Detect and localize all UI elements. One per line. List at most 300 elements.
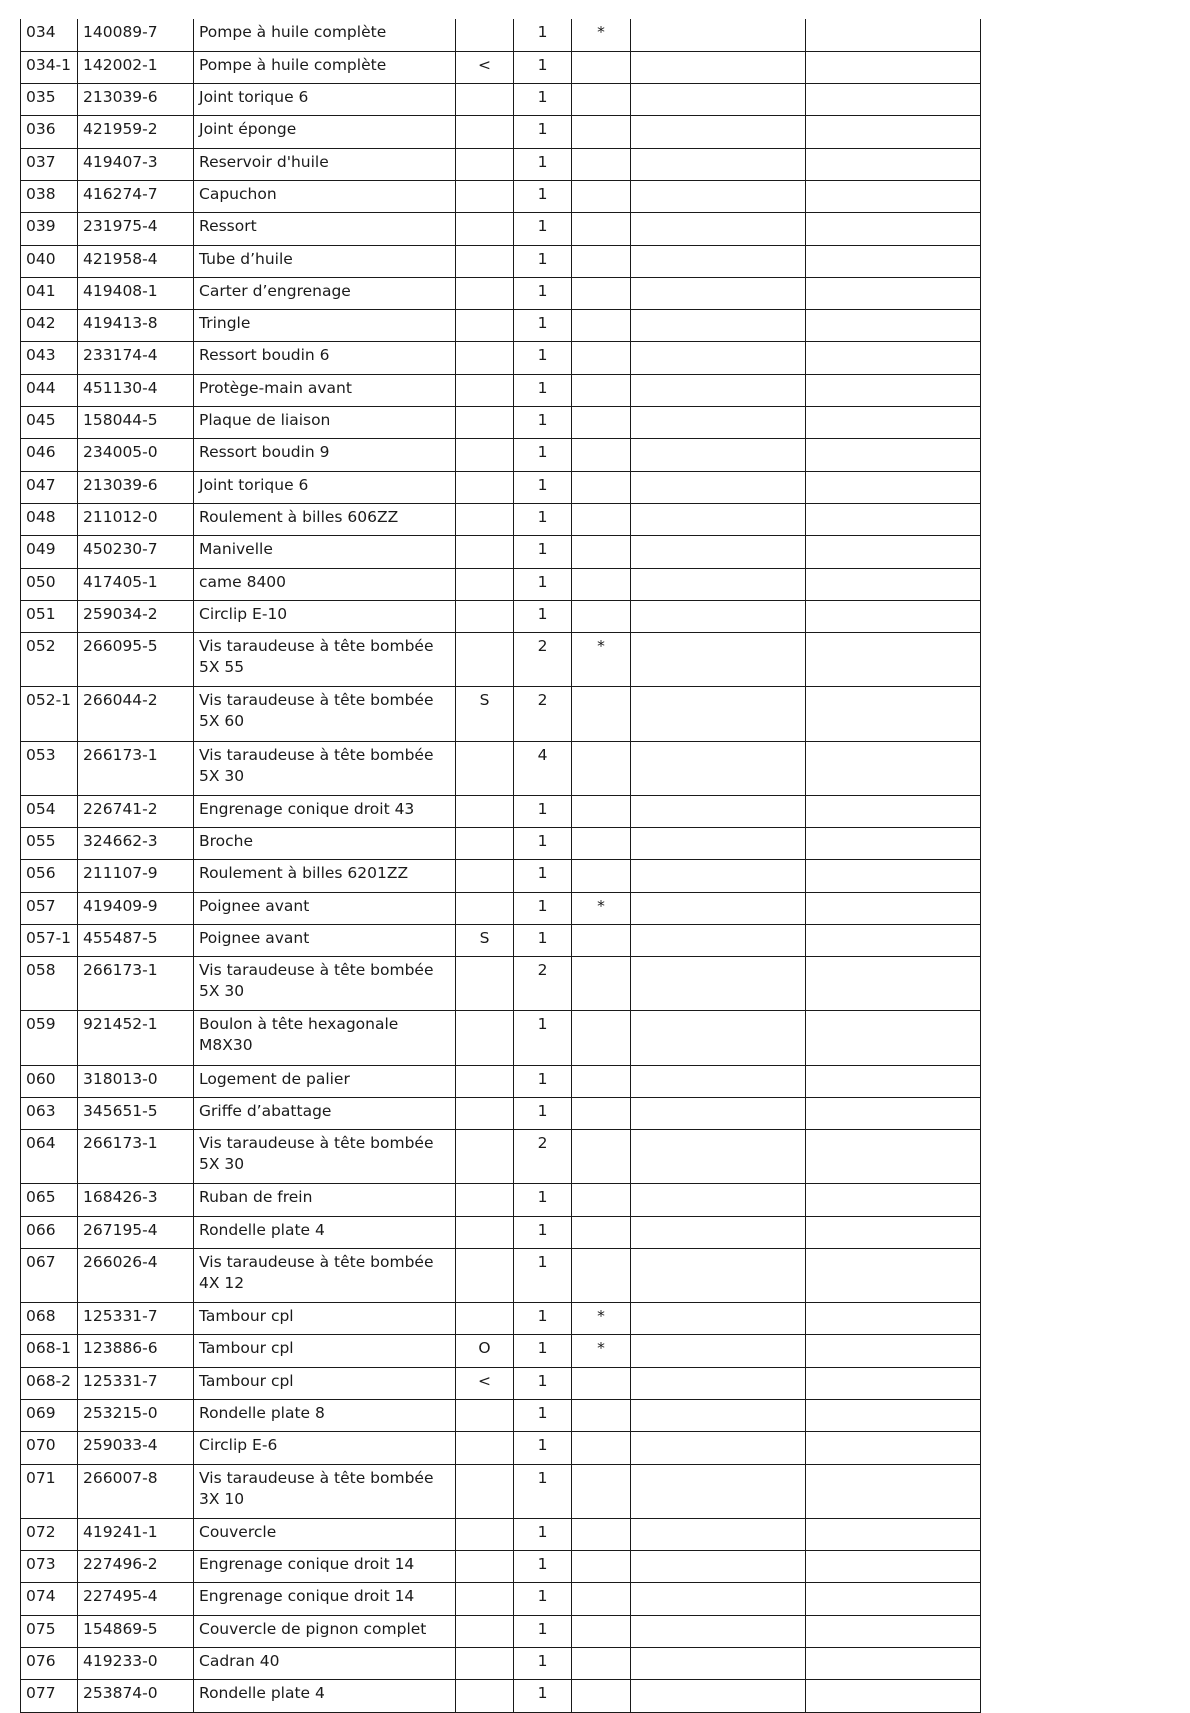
- quantity-cell: 2: [514, 957, 572, 1011]
- note-cell: *: [572, 892, 631, 924]
- quantity-cell: 1: [514, 471, 572, 503]
- part-number-cell: 253215-0: [78, 1400, 194, 1432]
- table-row: [21, 1335, 981, 1367]
- description-cell: Boulon à tête hexagonale M8X30: [194, 1011, 456, 1065]
- ref-number-cell: 056: [21, 860, 78, 892]
- table-row: [21, 1097, 981, 1129]
- description-cell: Roulement à billes 6201ZZ: [194, 860, 456, 892]
- note-cell: [572, 568, 631, 600]
- empty-cell: [631, 1097, 806, 1129]
- ref-number-cell: 050: [21, 568, 78, 600]
- part-number-cell: 450230-7: [78, 536, 194, 568]
- empty-cell: [631, 568, 806, 600]
- quantity-cell: 1: [514, 180, 572, 212]
- quantity-cell: 1: [514, 277, 572, 309]
- quantity-cell: 1: [514, 310, 572, 342]
- quantity-cell: 1: [514, 84, 572, 116]
- empty-cell: [631, 1367, 806, 1399]
- empty-cell: [631, 1615, 806, 1647]
- empty-cell: [806, 568, 981, 600]
- description-cell: Tringle: [194, 310, 456, 342]
- ref-number-cell: 038: [21, 180, 78, 212]
- description-cell: Protège-main avant: [194, 374, 456, 406]
- note-cell: [572, 1583, 631, 1615]
- note-cell: [572, 310, 631, 342]
- empty-cell: [631, 439, 806, 471]
- ref-number-cell: 046: [21, 439, 78, 471]
- symbol-cell: [456, 860, 514, 892]
- part-number-cell: 231975-4: [78, 213, 194, 245]
- description-cell: Circlip E-10: [194, 600, 456, 632]
- table-row: [21, 536, 981, 568]
- symbol-cell: [456, 1680, 514, 1712]
- empty-cell: [631, 1011, 806, 1065]
- ref-number-cell: 039: [21, 213, 78, 245]
- empty-cell: [806, 1335, 981, 1367]
- quantity-cell: 1: [514, 51, 572, 83]
- empty-cell: [631, 860, 806, 892]
- ref-number-cell: 052: [21, 633, 78, 687]
- description-cell: Vis taraudeuse à tête bombée 5X 30: [194, 741, 456, 795]
- quantity-cell: 1: [514, 860, 572, 892]
- quantity-cell: 1: [514, 342, 572, 374]
- symbol-cell: [456, 407, 514, 439]
- note-cell: [572, 1248, 631, 1302]
- description-cell: Ressort boudin 6: [194, 342, 456, 374]
- note-cell: [572, 1518, 631, 1550]
- part-number-cell: 266173-1: [78, 1130, 194, 1184]
- ref-number-cell: 060: [21, 1065, 78, 1097]
- symbol-cell: S: [456, 687, 514, 741]
- table-row: [21, 741, 981, 795]
- empty-cell: [806, 957, 981, 1011]
- empty-cell: [806, 1551, 981, 1583]
- symbol-cell: [456, 1583, 514, 1615]
- symbol-cell: [456, 19, 514, 51]
- table-row: [21, 1184, 981, 1216]
- empty-cell: [631, 1400, 806, 1432]
- description-cell: Joint éponge: [194, 116, 456, 148]
- empty-cell: [631, 310, 806, 342]
- ref-number-cell: 049: [21, 536, 78, 568]
- quantity-cell: 1: [514, 1367, 572, 1399]
- part-number-cell: 211012-0: [78, 503, 194, 535]
- table-row: [21, 19, 981, 51]
- note-cell: [572, 860, 631, 892]
- symbol-cell: [456, 148, 514, 180]
- description-cell: Tube d’huile: [194, 245, 456, 277]
- empty-cell: [631, 741, 806, 795]
- empty-cell: [806, 1097, 981, 1129]
- empty-cell: [631, 471, 806, 503]
- parts-table: [20, 19, 981, 1713]
- quantity-cell: 1: [514, 1647, 572, 1679]
- symbol-cell: [456, 116, 514, 148]
- table-row: [21, 1130, 981, 1184]
- ref-number-cell: 054: [21, 795, 78, 827]
- ref-number-cell: 063: [21, 1097, 78, 1129]
- note-cell: [572, 1464, 631, 1518]
- empty-cell: [631, 148, 806, 180]
- table-row: [21, 1551, 981, 1583]
- description-cell: Vis taraudeuse à tête bombée 3X 10: [194, 1464, 456, 1518]
- empty-cell: [631, 277, 806, 309]
- ref-number-cell: 055: [21, 828, 78, 860]
- empty-cell: [631, 924, 806, 956]
- ref-number-cell: 071: [21, 1464, 78, 1518]
- ref-number-cell: 042: [21, 310, 78, 342]
- symbol-cell: [456, 1248, 514, 1302]
- empty-cell: [806, 1583, 981, 1615]
- quantity-cell: 1: [514, 19, 572, 51]
- symbol-cell: O: [456, 1335, 514, 1367]
- ref-number-cell: 037: [21, 148, 78, 180]
- quantity-cell: 1: [514, 568, 572, 600]
- quantity-cell: 1: [514, 116, 572, 148]
- ref-number-cell: 040: [21, 245, 78, 277]
- quantity-cell: 1: [514, 374, 572, 406]
- symbol-cell: [456, 1647, 514, 1679]
- note-cell: [572, 1065, 631, 1097]
- table-row: [21, 957, 981, 1011]
- description-cell: Pompe à huile complète: [194, 51, 456, 83]
- empty-cell: [806, 1248, 981, 1302]
- empty-cell: [806, 1615, 981, 1647]
- note-cell: *: [572, 19, 631, 51]
- ref-number-cell: 052-1: [21, 687, 78, 741]
- ref-number-cell: 059: [21, 1011, 78, 1065]
- note-cell: [572, 116, 631, 148]
- description-cell: Vis taraudeuse à tête bombée 4X 12: [194, 1248, 456, 1302]
- part-number-cell: 154869-5: [78, 1615, 194, 1647]
- note-cell: [572, 828, 631, 860]
- empty-cell: [806, 116, 981, 148]
- note-cell: [572, 1551, 631, 1583]
- table-row: [21, 1647, 981, 1679]
- empty-cell: [631, 1248, 806, 1302]
- description-cell: Rondelle plate 4: [194, 1216, 456, 1248]
- table-row: [21, 471, 981, 503]
- description-cell: Joint torique 6: [194, 84, 456, 116]
- table-row: [21, 1065, 981, 1097]
- quantity-cell: 1: [514, 1583, 572, 1615]
- parts-table-body: [21, 19, 981, 1712]
- quantity-cell: 4: [514, 741, 572, 795]
- ref-number-cell: 068-2: [21, 1367, 78, 1399]
- empty-cell: [631, 19, 806, 51]
- part-number-cell: 921452-1: [78, 1011, 194, 1065]
- part-number-cell: 259034-2: [78, 600, 194, 632]
- table-row: [21, 924, 981, 956]
- symbol-cell: [456, 1065, 514, 1097]
- note-cell: [572, 1184, 631, 1216]
- empty-cell: [806, 1216, 981, 1248]
- description-cell: Couvercle de pignon complet: [194, 1615, 456, 1647]
- note-cell: [572, 84, 631, 116]
- empty-cell: [806, 51, 981, 83]
- empty-cell: [806, 19, 981, 51]
- empty-cell: [806, 860, 981, 892]
- description-cell: Circlip E-6: [194, 1432, 456, 1464]
- note-cell: [572, 1400, 631, 1432]
- empty-cell: [806, 1464, 981, 1518]
- quantity-cell: 1: [514, 1551, 572, 1583]
- empty-cell: [806, 1647, 981, 1679]
- ref-number-cell: 034-1: [21, 51, 78, 83]
- part-number-cell: 324662-3: [78, 828, 194, 860]
- empty-cell: [806, 1680, 981, 1712]
- description-cell: Cadran 40: [194, 1647, 456, 1679]
- table-row: [21, 148, 981, 180]
- ref-number-cell: 077: [21, 1680, 78, 1712]
- table-row: [21, 1303, 981, 1335]
- part-number-cell: 226741-2: [78, 795, 194, 827]
- table-row: [21, 1464, 981, 1518]
- description-cell: Ruban de frein: [194, 1184, 456, 1216]
- table-row: [21, 84, 981, 116]
- empty-cell: [631, 600, 806, 632]
- empty-cell: [631, 1184, 806, 1216]
- table-row: [21, 1680, 981, 1712]
- note-cell: [572, 439, 631, 471]
- table-row: [21, 860, 981, 892]
- part-number-cell: 253874-0: [78, 1680, 194, 1712]
- empty-cell: [806, 407, 981, 439]
- description-cell: Poignee avant: [194, 892, 456, 924]
- symbol-cell: [456, 84, 514, 116]
- description-cell: Vis taraudeuse à tête bombée 5X 60: [194, 687, 456, 741]
- symbol-cell: [456, 1400, 514, 1432]
- ref-number-cell: 041: [21, 277, 78, 309]
- empty-cell: [631, 828, 806, 860]
- part-number-cell: 125331-7: [78, 1367, 194, 1399]
- symbol-cell: [456, 180, 514, 212]
- quantity-cell: 1: [514, 828, 572, 860]
- table-row: [21, 439, 981, 471]
- part-number-cell: 123886-6: [78, 1335, 194, 1367]
- symbol-cell: [456, 439, 514, 471]
- ref-number-cell: 064: [21, 1130, 78, 1184]
- empty-cell: [806, 1303, 981, 1335]
- table-row: [21, 1248, 981, 1302]
- empty-cell: [806, 180, 981, 212]
- ref-number-cell: 069: [21, 1400, 78, 1432]
- table-row: [21, 342, 981, 374]
- ref-number-cell: 034: [21, 19, 78, 51]
- ref-number-cell: 047: [21, 471, 78, 503]
- empty-cell: [806, 342, 981, 374]
- quantity-cell: 2: [514, 633, 572, 687]
- ref-number-cell: 048: [21, 503, 78, 535]
- table-row: [21, 1367, 981, 1399]
- ref-number-cell: 053: [21, 741, 78, 795]
- description-cell: Vis taraudeuse à tête bombée 5X 55: [194, 633, 456, 687]
- note-cell: [572, 1432, 631, 1464]
- empty-cell: [806, 374, 981, 406]
- description-cell: Vis taraudeuse à tête bombée 5X 30: [194, 1130, 456, 1184]
- table-row: [21, 277, 981, 309]
- note-cell: *: [572, 1335, 631, 1367]
- quantity-cell: 1: [514, 1680, 572, 1712]
- table-row: [21, 687, 981, 741]
- description-cell: Roulement à billes 606ZZ: [194, 503, 456, 535]
- ref-number-cell: 051: [21, 600, 78, 632]
- symbol-cell: [456, 1615, 514, 1647]
- note-cell: [572, 342, 631, 374]
- symbol-cell: <: [456, 1367, 514, 1399]
- note-cell: [572, 180, 631, 212]
- part-number-cell: 419407-3: [78, 148, 194, 180]
- symbol-cell: [456, 795, 514, 827]
- description-cell: Couvercle: [194, 1518, 456, 1550]
- note-cell: [572, 1011, 631, 1065]
- ref-number-cell: 035: [21, 84, 78, 116]
- empty-cell: [631, 1065, 806, 1097]
- note-cell: [572, 1130, 631, 1184]
- quantity-cell: 1: [514, 1248, 572, 1302]
- note-cell: [572, 213, 631, 245]
- empty-cell: [631, 84, 806, 116]
- table-row: [21, 310, 981, 342]
- part-number-cell: 419233-0: [78, 1647, 194, 1679]
- table-row: [21, 892, 981, 924]
- empty-cell: [631, 407, 806, 439]
- empty-cell: [806, 795, 981, 827]
- note-cell: [572, 503, 631, 535]
- description-cell: Griffe d’abattage: [194, 1097, 456, 1129]
- empty-cell: [806, 1367, 981, 1399]
- part-number-cell: 266044-2: [78, 687, 194, 741]
- symbol-cell: [456, 277, 514, 309]
- description-cell: Broche: [194, 828, 456, 860]
- empty-cell: [806, 600, 981, 632]
- part-number-cell: 417405-1: [78, 568, 194, 600]
- note-cell: [572, 1097, 631, 1129]
- ref-number-cell: 070: [21, 1432, 78, 1464]
- note-cell: [572, 374, 631, 406]
- description-cell: Engrenage conique droit 14: [194, 1583, 456, 1615]
- table-row: [21, 828, 981, 860]
- note-cell: [572, 1615, 631, 1647]
- symbol-cell: [456, 1011, 514, 1065]
- empty-cell: [631, 245, 806, 277]
- quantity-cell: 1: [514, 1065, 572, 1097]
- symbol-cell: [456, 1216, 514, 1248]
- empty-cell: [806, 892, 981, 924]
- note-cell: [572, 600, 631, 632]
- description-cell: Poignee avant: [194, 924, 456, 956]
- symbol-cell: <: [456, 51, 514, 83]
- empty-cell: [631, 957, 806, 1011]
- part-number-cell: 421959-2: [78, 116, 194, 148]
- symbol-cell: [456, 633, 514, 687]
- ref-number-cell: 068: [21, 1303, 78, 1335]
- note-cell: [572, 245, 631, 277]
- symbol-cell: [456, 600, 514, 632]
- empty-cell: [806, 1400, 981, 1432]
- part-number-cell: 125331-7: [78, 1303, 194, 1335]
- description-cell: Engrenage conique droit 14: [194, 1551, 456, 1583]
- table-row: [21, 374, 981, 406]
- table-row: [21, 213, 981, 245]
- symbol-cell: [456, 1130, 514, 1184]
- note-cell: [572, 741, 631, 795]
- note-cell: [572, 1680, 631, 1712]
- part-number-cell: 259033-4: [78, 1432, 194, 1464]
- symbol-cell: [456, 957, 514, 1011]
- ref-number-cell: 043: [21, 342, 78, 374]
- empty-cell: [806, 1432, 981, 1464]
- part-number-cell: 234005-0: [78, 439, 194, 471]
- empty-cell: [631, 1647, 806, 1679]
- symbol-cell: [456, 342, 514, 374]
- ref-number-cell: 074: [21, 1583, 78, 1615]
- table-row: [21, 1518, 981, 1550]
- note-cell: *: [572, 1303, 631, 1335]
- description-cell: came 8400: [194, 568, 456, 600]
- note-cell: [572, 148, 631, 180]
- note-cell: [572, 957, 631, 1011]
- part-number-cell: 419413-8: [78, 310, 194, 342]
- empty-cell: [631, 1303, 806, 1335]
- empty-cell: [631, 503, 806, 535]
- empty-cell: [806, 213, 981, 245]
- empty-cell: [631, 213, 806, 245]
- table-row: [21, 1400, 981, 1432]
- empty-cell: [806, 503, 981, 535]
- part-number-cell: 421958-4: [78, 245, 194, 277]
- empty-cell: [806, 633, 981, 687]
- table-row: [21, 1615, 981, 1647]
- note-cell: [572, 1367, 631, 1399]
- table-row: [21, 51, 981, 83]
- note-cell: [572, 51, 631, 83]
- description-cell: Manivelle: [194, 536, 456, 568]
- table-row: [21, 1583, 981, 1615]
- part-number-cell: 419241-1: [78, 1518, 194, 1550]
- empty-cell: [806, 277, 981, 309]
- empty-cell: [631, 374, 806, 406]
- part-number-cell: 266007-8: [78, 1464, 194, 1518]
- note-cell: [572, 277, 631, 309]
- ref-number-cell: 044: [21, 374, 78, 406]
- empty-cell: [806, 245, 981, 277]
- description-cell: Carter d’engrenage: [194, 277, 456, 309]
- note-cell: [572, 687, 631, 741]
- part-number-cell: 211107-9: [78, 860, 194, 892]
- part-number-cell: 266026-4: [78, 1248, 194, 1302]
- ref-number-cell: 072: [21, 1518, 78, 1550]
- note-cell: [572, 795, 631, 827]
- table-row: [21, 633, 981, 687]
- quantity-cell: 1: [514, 1216, 572, 1248]
- part-number-cell: 455487-5: [78, 924, 194, 956]
- symbol-cell: [456, 503, 514, 535]
- symbol-cell: [456, 1464, 514, 1518]
- ref-number-cell: 076: [21, 1647, 78, 1679]
- ref-number-cell: 073: [21, 1551, 78, 1583]
- symbol-cell: [456, 892, 514, 924]
- description-cell: Engrenage conique droit 43: [194, 795, 456, 827]
- description-cell: Capuchon: [194, 180, 456, 212]
- table-row: [21, 1011, 981, 1065]
- description-cell: Logement de palier: [194, 1065, 456, 1097]
- quantity-cell: 1: [514, 892, 572, 924]
- ref-number-cell: 065: [21, 1184, 78, 1216]
- quantity-cell: 1: [514, 245, 572, 277]
- empty-cell: [631, 116, 806, 148]
- symbol-cell: [456, 828, 514, 860]
